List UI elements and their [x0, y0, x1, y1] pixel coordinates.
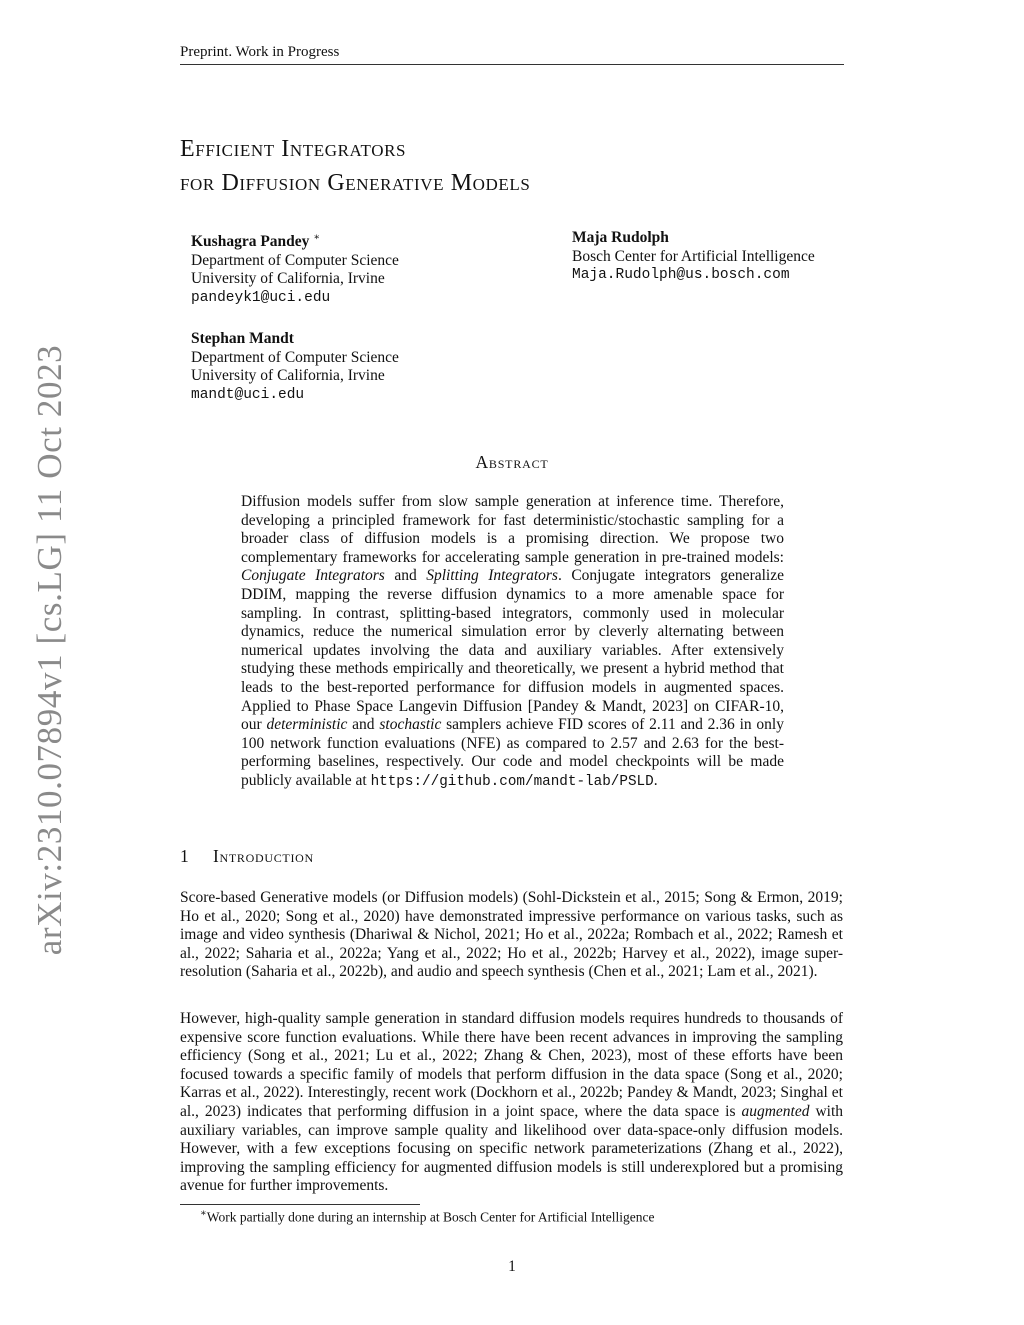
author-email[interactable]: Maja.Rudolph@us.bosch.com	[572, 267, 790, 283]
footnote-mark: ∗	[313, 232, 321, 243]
paper-title	[180, 132, 880, 200]
footnote-text: Work partially done during an internship at Bosch Center for Artificial Intelligence	[206, 1209, 655, 1225]
author-name: Kushagra Pandey	[191, 233, 310, 251]
header-rule	[180, 64, 844, 65]
author-block-mandt	[191, 330, 399, 404]
code-url-link[interactable]: https://github.com/mandt-lab/PSLD	[370, 773, 654, 790]
author-dept: Department of Computer Science	[191, 348, 399, 366]
section-heading-introduction	[180, 846, 314, 867]
title-line-1: Efficient Integrators	[180, 136, 407, 162]
author-dept: Department of Computer Science	[191, 251, 399, 269]
author-affil: University of California, Irvine	[191, 270, 385, 288]
author-dept: Bosch Center for Artificial Intelligence	[572, 247, 815, 265]
intro-paragraph-2: However, high-quality sample generation in standard diffusion models requires hundreds to thousands of expensive score function evaluations. While there have been recent advances in improving the sampling efficiency (Song et al., 2021; Lu et al., 2022; Zhang & Chen, 2023), most of these efforts have been focused towards a specific family of models that perform diffusion in the data space (Song et al., 2020; Karras et al., 2022). Interestingly, recent work (Dockhorn et al., 2022b; Pandey & Mandt, 2023; Singhal et al., 2023) indicates that performing diffusion in a joint space, where the data space is augmented with auxiliary variables, can improve sample quality and likelihood over data-space-only diffusion models. However, with a few exceptions focusing on specific network parameterizations (Zhang et al., 2022), improving the sampling efficiency for augmented diffusion models is still underexplored but a promising avenue for further improvements.	[180, 1010, 843, 1195]
emphasis: augmented	[741, 1102, 810, 1120]
emphasis: stochastic	[379, 716, 442, 734]
page-number: 1	[508, 1258, 516, 1275]
emphasis: deterministic	[266, 716, 348, 734]
running-head: Preprint. Work in Progress	[180, 44, 340, 60]
author-block-pandey	[191, 229, 399, 307]
footnote-mark: ∗	[200, 1208, 207, 1219]
title-line-2: for Diffusion Generative Models	[180, 170, 531, 196]
footnote	[180, 1208, 843, 1226]
author-name: Maja Rudolph	[572, 229, 669, 246]
section-title: Introduction	[213, 846, 314, 866]
author-name: Stephan Mandt	[191, 330, 294, 347]
author-affil: University of California, Irvine	[191, 367, 385, 384]
emphasis: Splitting Integrators	[426, 567, 558, 585]
intro-paragraph-1: Score-based Generative models (or Diffusion models) (Sohl-Dickstein et al., 2015; Song & Ermon, 2019; Ho et al., 2020; Song et al., 2020) have demonstrated impressive performance on various tasks, such as image and video synthesis (Dhariwal & Nichol, 2021; Ho et al., 2022a; Rombach et al., 2022; Ramesh et al., 2022; Saharia et al., 2022a; Yang et al., 2022; Ho et al., 2022b; Harvey et al., 2022), image super-resolution (Saharia et al., 2022b), and audio and speech synthesis (Chen et al., 2021; Lam et al., 2021).	[180, 889, 843, 981]
section-number: 1	[180, 846, 190, 866]
arxiv-stamp: arXiv:2310.07894v1 [cs.LG] 11 Oct 2023	[30, 344, 69, 956]
abstract-heading: Abstract	[475, 452, 549, 472]
author-email[interactable]: mandt@uci.edu	[191, 386, 305, 403]
abstract-body: Diffusion models suffer from slow sample generation at inference time. Therefore, developing a principled framework for fast deterministic/stochastic sampling for a broader class of diffusion models is a promising direction. We propose two complementary frameworks for accelerating sample generation in pre-trained models: Conjugate Integrators and Splitting Integrators. Conjugate integrators generalize DDIM, mapping the reverse diffusion dynamics to a more amenable space for sampling. In contrast, splitting-based integrators, commonly used in molecular dynamics, reduce the numerical simulation error by cleverly alternating between numerical updates involving the data and auxiliary variables. After extensively studying these methods empirically and theoretically, we present a hybrid method that leads to the best-reported performance for diffusion models in augmented spaces. Applied to Phase Space Langevin Diffusion [Pandey & Mandt, 2023] on CIFAR-10, our deterministic and stochastic samplers achieve FID scores of 2.11 and 2.36 in only 100 network function evaluations (NFE) as compared to 2.57 and 2.63 for the best-performing baselines, respectively. Our code and model checkpoints will be made publicly available at https://github.com/mandt-lab/PSLD.	[241, 493, 784, 790]
footnote-rule	[180, 1204, 420, 1205]
author-email[interactable]: pandeyk1@uci.edu	[191, 289, 331, 306]
author-block-rudolph	[572, 229, 815, 285]
emphasis: Conjugate Integrators	[241, 567, 385, 585]
